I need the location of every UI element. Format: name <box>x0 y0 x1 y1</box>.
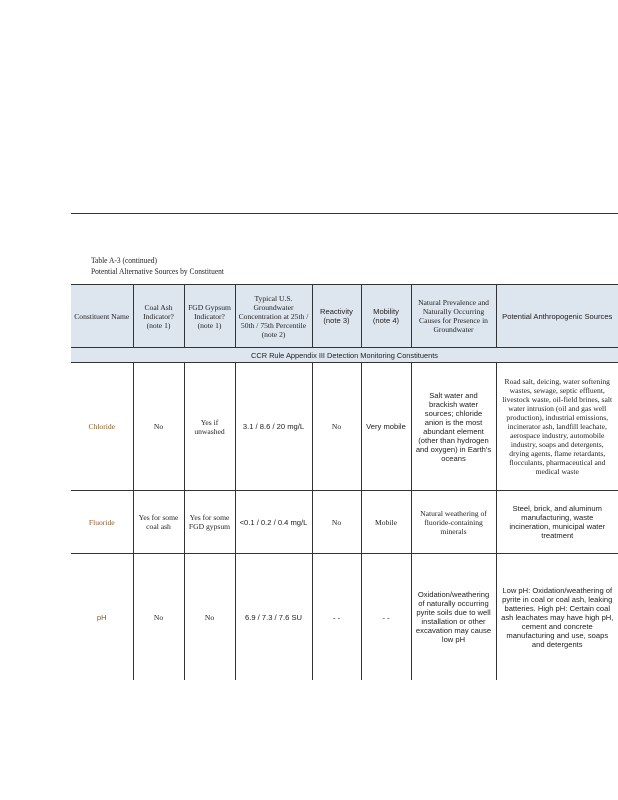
anthropogenic-sources-text: Low pH: Oxidation/weathering of pyrite in coal or coal ash, leaking batteries. High pH: Certain coal ash leachates may have high pH, cement and concrete manufacturing and use, soaps and detergents <box>496 554 618 681</box>
reactivity-value: No <box>312 363 361 491</box>
horizontal-rule <box>71 213 618 214</box>
constituent-name: Fluoride <box>71 491 133 554</box>
header-anthropogenic: Potential Anthropogenic Sources <box>496 285 618 348</box>
header-coal-ash: Coal Ash Indicator? (note 1) <box>133 285 184 348</box>
header-fgd-gypsum: FGD Gypsum Indicator? (note 1) <box>184 285 235 348</box>
anthropogenic-sources-text: Steel, brick, and aluminum manufacturing, waste incineration, municipal water treatment <box>496 491 618 554</box>
section-title: CCR Rule Appendix III Detection Monitoring Constituents <box>71 348 618 363</box>
alternative-sources-table <box>71 284 618 680</box>
anthropogenic-sources-text: Road salt, deicing, water softening wastes, sewage, septic effluent, livestock waste, oil-field brines, salt water intrusion (oil and gas well production), industrial emissions, incinerator ash, landfill leachate, aerospace industry, automobile industry, soaps and detergents, drying agents, flame retardants, flocculants, pharmaceutical and medical waste <box>496 363 618 491</box>
fgd-indicator: Yes if unwashed <box>184 363 235 491</box>
section-row <box>71 348 618 363</box>
table-row <box>71 363 618 491</box>
natural-prevalence-text: Salt water and brackish water sources; chloride anion is the most abundant element (other than hydrogen and oxygen) in Earth's oceans <box>411 363 496 491</box>
concentration-value: 6.9 / 7.3 / 7.6 SU <box>235 554 312 681</box>
natural-prevalence-text: Oxidation/weathering of naturally occurring pyrite soils due to well installation or other excavation may cause low pH <box>411 554 496 681</box>
table-row <box>71 554 618 681</box>
caption-title: Table A-3 (continued) <box>91 255 157 265</box>
header-constituent: Constituent Name <box>71 285 133 348</box>
header-reactivity: Reactivity (note 3) <box>312 285 361 348</box>
mobility-value: - - <box>361 554 411 681</box>
header-row <box>71 285 618 348</box>
mobility-value: Very mobile <box>361 363 411 491</box>
natural-prevalence-text: Natural weathering of fluoride-containing minerals <box>411 491 496 554</box>
constituent-name: Chloride <box>88 422 116 431</box>
coal-ash-indicator: Yes for some coal ash <box>133 491 184 554</box>
caption-subtitle: Potential Alternative Sources by Constituent <box>91 266 224 276</box>
fgd-indicator: No <box>184 554 235 681</box>
concentration-value: 3.1 / 8.6 / 20 mg/L <box>235 363 312 491</box>
table-caption <box>91 255 242 277</box>
coal-ash-indicator: No <box>133 363 184 491</box>
mobility-value: Mobile <box>361 491 411 554</box>
concentration-value: <0.1 / 0.2 / 0.4 mg/L <box>235 491 312 554</box>
header-natural-prevalence: Natural Prevalence and Naturally Occurring Causes for Presence in Groundwater <box>411 285 496 348</box>
table-row <box>71 491 618 554</box>
header-mobility: Mobility (note 4) <box>361 285 411 348</box>
fgd-indicator: Yes for some FGD gypsum <box>184 491 235 554</box>
header-concentration: Typical U.S. Groundwater Concentration at 25th / 50th / 75th Percentile (note 2) <box>235 285 312 348</box>
constituent-name: pH <box>71 554 133 681</box>
reactivity-value: - - <box>312 554 361 681</box>
reactivity-value: No <box>312 491 361 554</box>
coal-ash-indicator: No <box>133 554 184 681</box>
